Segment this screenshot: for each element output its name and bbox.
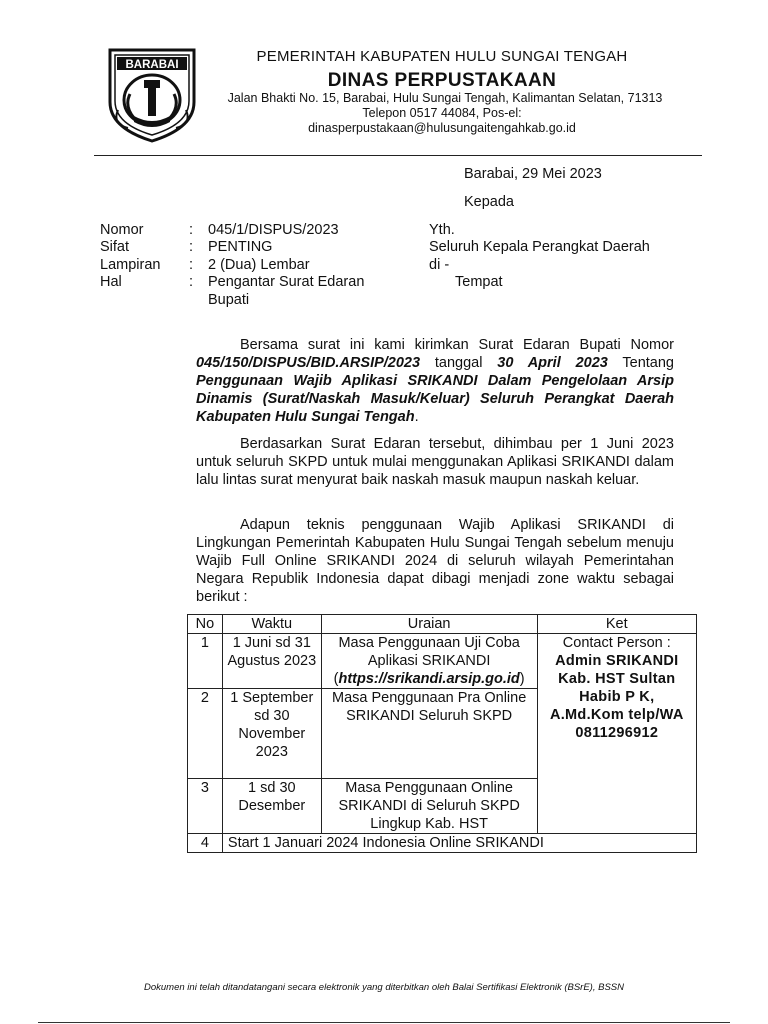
p1-text: . [414, 409, 419, 425]
recipient-yth: Yth. [429, 222, 455, 238]
meta-value: 045/1/DISPUS/2023 [208, 222, 339, 238]
meta-colon: : [189, 222, 194, 238]
e-signature-note: Dokumen ini telah ditandatangani secara elektronik yang diterbitkan oleh Balai Sertifikasi Elektronik (BSrE), BSSN [144, 982, 624, 993]
row-uraian: Masa Penggunaan Pra Online SRIKANDI Seluruh SKPD [321, 689, 537, 779]
bottom-divider [38, 1022, 730, 1023]
date-place: Barabai, 29 Mei 2023 [464, 166, 602, 182]
contact-person-cell [537, 634, 696, 834]
p1-text: Tentang [607, 355, 674, 371]
letterhead-divider [94, 155, 702, 156]
p1-text: Bersama surat ini kami kirimkan Surat Edaran Bupati Nomor [240, 337, 674, 353]
department-name: DINAS PERPUSTAKAAN [327, 70, 557, 91]
contact-body: Admin SRIKANDI Kab. HST Sultan Habib P K, A.Md.Kom telp/WA 0811296912 [549, 653, 684, 741]
table-header: No [188, 615, 223, 634]
row-no: 3 [188, 779, 223, 834]
schedule-table [187, 614, 697, 853]
meta-colon: : [189, 274, 194, 290]
paragraph-2 [196, 435, 674, 489]
recipient-to: Seluruh Kepala Perangkat Daerah [429, 239, 650, 255]
meta-key: Hal [100, 274, 122, 290]
meta-value: Pengantar Surat Edaran Bupati [208, 274, 365, 308]
paragraph-3 [196, 516, 674, 606]
p3-text: Adapun teknis penggunaan Wajib Aplikasi SRIKANDI di Lingkungan Pemerintah Kabupaten Hulu Sungai Tengah sebelum menuju Wajib Full Online SRIKANDI 2024 di seluruh wilayah Pemerintahan Negara Republik Indonesia dapat dibagi menjadi zone waktu sebagai berikut : [196, 517, 674, 605]
srikandi-link[interactable]: https://srikandi.arsip.go.id [338, 671, 520, 687]
table-row-final [188, 834, 697, 853]
recipient-tempat: Tempat [455, 274, 503, 290]
table-row [188, 634, 697, 689]
row-no: 1 [188, 634, 223, 689]
kepada-label: Kepada [464, 194, 514, 210]
row-uraian: Masa Penggunaan Online SRIKANDI di Seluruh SKPD Lingkup Kab. HST [321, 779, 537, 834]
final-row-text: Start 1 Januari 2024 Indonesia Online SRIKANDI [222, 834, 696, 853]
row-no: 2 [188, 689, 223, 779]
address: Jalan Bhakti No. 15, Barabai, Hulu Sungai Tengah, Kalimantan Selatan, 71313 [227, 91, 663, 105]
p2-text: Berdasarkan Surat Edaran tersebut, dihimbau per 1 Juni 2023 untuk seluruh SKPD untuk mulai menggunakan Aplikasi SRIKANDI dalam lalu lintas surat menyurat baik naskah masuk maupun naskah keluar. [196, 436, 674, 488]
meta-key: Sifat [100, 239, 130, 255]
row-waktu: 1 September sd 30 November 2023 [222, 689, 321, 779]
row-waktu: 1 Juni sd 31 Agustus 2023 [222, 634, 321, 689]
contact-title: Contact Person : [562, 635, 671, 651]
link-close-paren: ) [519, 671, 525, 687]
paragraph-1 [196, 336, 674, 426]
table-header: Ket [537, 615, 696, 634]
table-header-row [188, 615, 697, 634]
row-no: 4 [188, 834, 223, 853]
row-uraian-text: Masa Penggunaan Uji Coba Aplikasi SRIKANDI [338, 635, 520, 669]
p1-se-date: 30 April 2023 [497, 355, 608, 371]
meta-key: Nomor [100, 222, 144, 238]
p1-text: tanggal [420, 355, 498, 371]
phone: Telepon 0517 44084, Pos-el: [362, 106, 522, 120]
link-open-paren: ( [333, 671, 339, 687]
meta-colon: : [189, 257, 194, 273]
table-header: Uraian [321, 615, 537, 634]
table-header: Waktu [222, 615, 321, 634]
recipient-di: di - [429, 257, 450, 273]
meta-value: 2 (Dua) Lembar [208, 257, 310, 273]
p1-se-subject: Penggunaan Wajib Aplikasi SRIKANDI Dalam Pengelolaan Arsip Dinamis (Surat/Naskah Masuk/Keluar) Seluruh Perangkat Daerah Kabupaten Hulu Sungai Tengah [196, 373, 674, 425]
meta-value: PENTING [208, 239, 273, 255]
meta-key: Lampiran [100, 257, 161, 273]
regency-logo [104, 44, 200, 144]
logo-text: BARABAI [125, 59, 179, 71]
email: dinasperpustakaan@hulusungaitengahkab.go.id [308, 121, 576, 135]
row-uraian [321, 634, 537, 689]
regency-emblem-icon [104, 44, 200, 144]
government-name: PEMERINTAH KABUPATEN HULU SUNGAI TENGAH [256, 48, 628, 65]
row-waktu: 1 sd 30 Desember [222, 779, 321, 834]
meta-colon: : [189, 239, 194, 255]
p1-se-number: 045/150/DISPUS/BID.ARSIP/2023 [196, 355, 421, 371]
